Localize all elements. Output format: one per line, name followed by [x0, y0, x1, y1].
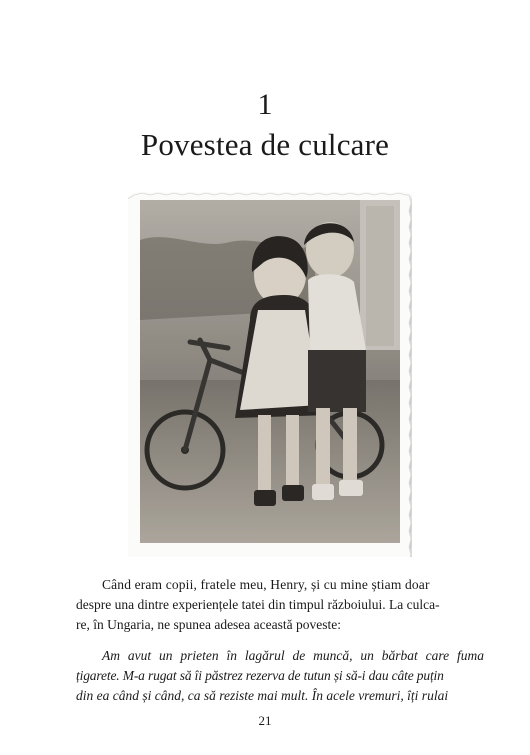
- text-line: re, în Ungaria, ne spunea adesea această poveste:: [76, 617, 341, 632]
- text-line: Când eram copii, fratele meu, Henry, și cu mine știam doar: [102, 577, 430, 592]
- text-line: țigarete. M-a rugat să îi păstrez rezerva de tutun și să-i dau câte puțin: [76, 668, 444, 683]
- photo-image: [140, 200, 400, 543]
- paragraph-intro: [76, 575, 466, 635]
- text-line: Am avut un prieten în lagărul de muncă, un bărbat care fuma: [102, 648, 484, 663]
- paragraph-quote: [76, 646, 484, 706]
- page-number: 21: [258, 713, 272, 728]
- photograph: [128, 189, 412, 557]
- text-line: despre una dintre experiențele tatei din timpul războiului. La culca-: [76, 597, 440, 612]
- text-line: din ea când și când, ca să reziste mai mult. În acele vremuri, îți rulai: [76, 688, 449, 703]
- chapter-number: 1: [257, 88, 273, 121]
- chapter-title: Povestea de culcare: [140, 127, 390, 162]
